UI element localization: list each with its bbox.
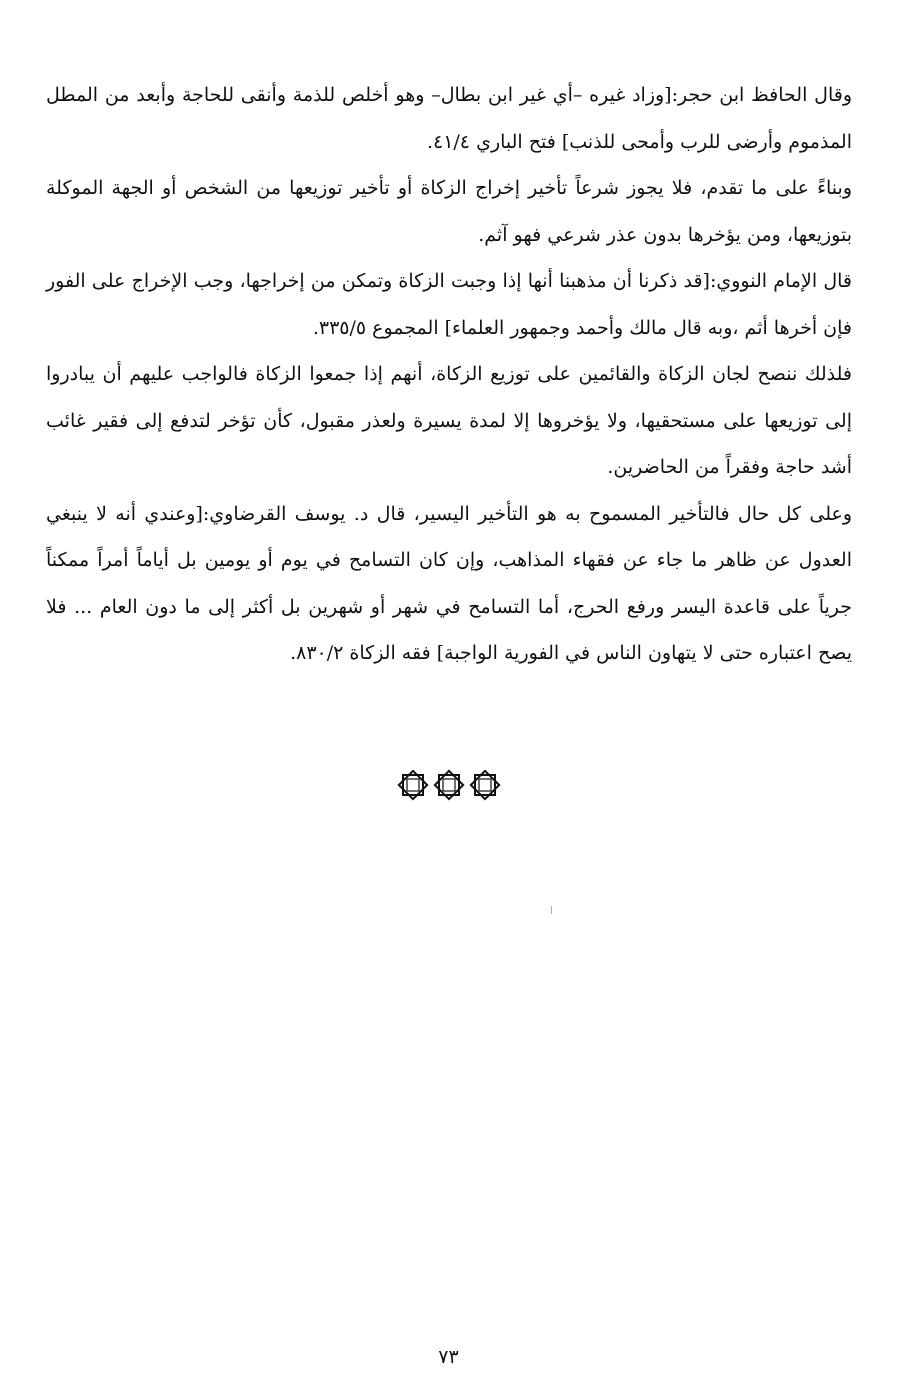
scan-speck bbox=[551, 906, 552, 914]
paragraph-ibn-hajar-quote: وقال الحافظ ابن حجر:[وزاد غيره –أي غير ابن بطال– وهو أخلص للذمة وأنقى للحاجة وأبعد من المطل المذموم وأرضى للرب وأمحى للذنب] فتح الباري ٤١/٤. bbox=[46, 84, 852, 153]
paragraph-qaradawi-quote: وعلى كل حال فالتأخير المسموح به هو التأخير اليسير، قال د. يوسف القرضاوي:[وعندي أنه لا ينبغي العدول عن ظاهر ما جاء عن فقهاء المذاهب، وإن كان التسامح في يوم أو يومين بل أياماً أمراً ممكناً جرياً على قاعدة اليسر ورفع الحرج، أما التسامح في شهر أو شهرين بل أكثر إلى ما دون العام ... فلا يصح اعتباره حتى لا يتهاون الناس في الفورية الواجبة] فقه الزكاة ٨٣٠/٢. bbox=[46, 502, 852, 664]
body-text bbox=[46, 72, 852, 677]
paragraph-zakat-committees-advice: فلذلك ننصح لجان الزكاة والقائمين على توزيع الزكاة، أنهم إذا جمعوا الزكاة فالواجب عليهم أن يبادروا إلى توزيعها على مستحقيها، ولا يؤخروها إلا لمدة يسيرة ولعذر مقبول، كأن تؤخر لتدفع إلى فقير غائب أشد حاجة وفقراً من الحاضرين. bbox=[46, 363, 852, 478]
paragraph-nawawi-quote: قال الإمام النووي:[قد ذكرنا أن مذهبنا أنها إذا وجبت الزكاة وتمكن من إخراجها، وجب الإخراج على الفور فإن أخرها أثم ،وبه قال مالك وأحمد وجمهور العلماء] المجموع ٣٣٥/٥. bbox=[46, 270, 852, 339]
section-divider-ornament bbox=[0, 768, 897, 802]
paragraph-ruling: وبناءً على ما تقدم، فلا يجوز شرعاً تأخير إخراج الزكاة أو تأخير توزيعها من الشخص أو الجهة الموكلة بتوزيعها، ومن يؤخرها بدون عذر شرعي فهو آثم. bbox=[46, 177, 852, 246]
eight-point-star-ornament-icon bbox=[468, 768, 502, 802]
eight-point-star-ornament-icon bbox=[432, 768, 466, 802]
eight-point-star-ornament-icon bbox=[396, 768, 430, 802]
page-number: ٧٣ bbox=[438, 1346, 459, 1368]
